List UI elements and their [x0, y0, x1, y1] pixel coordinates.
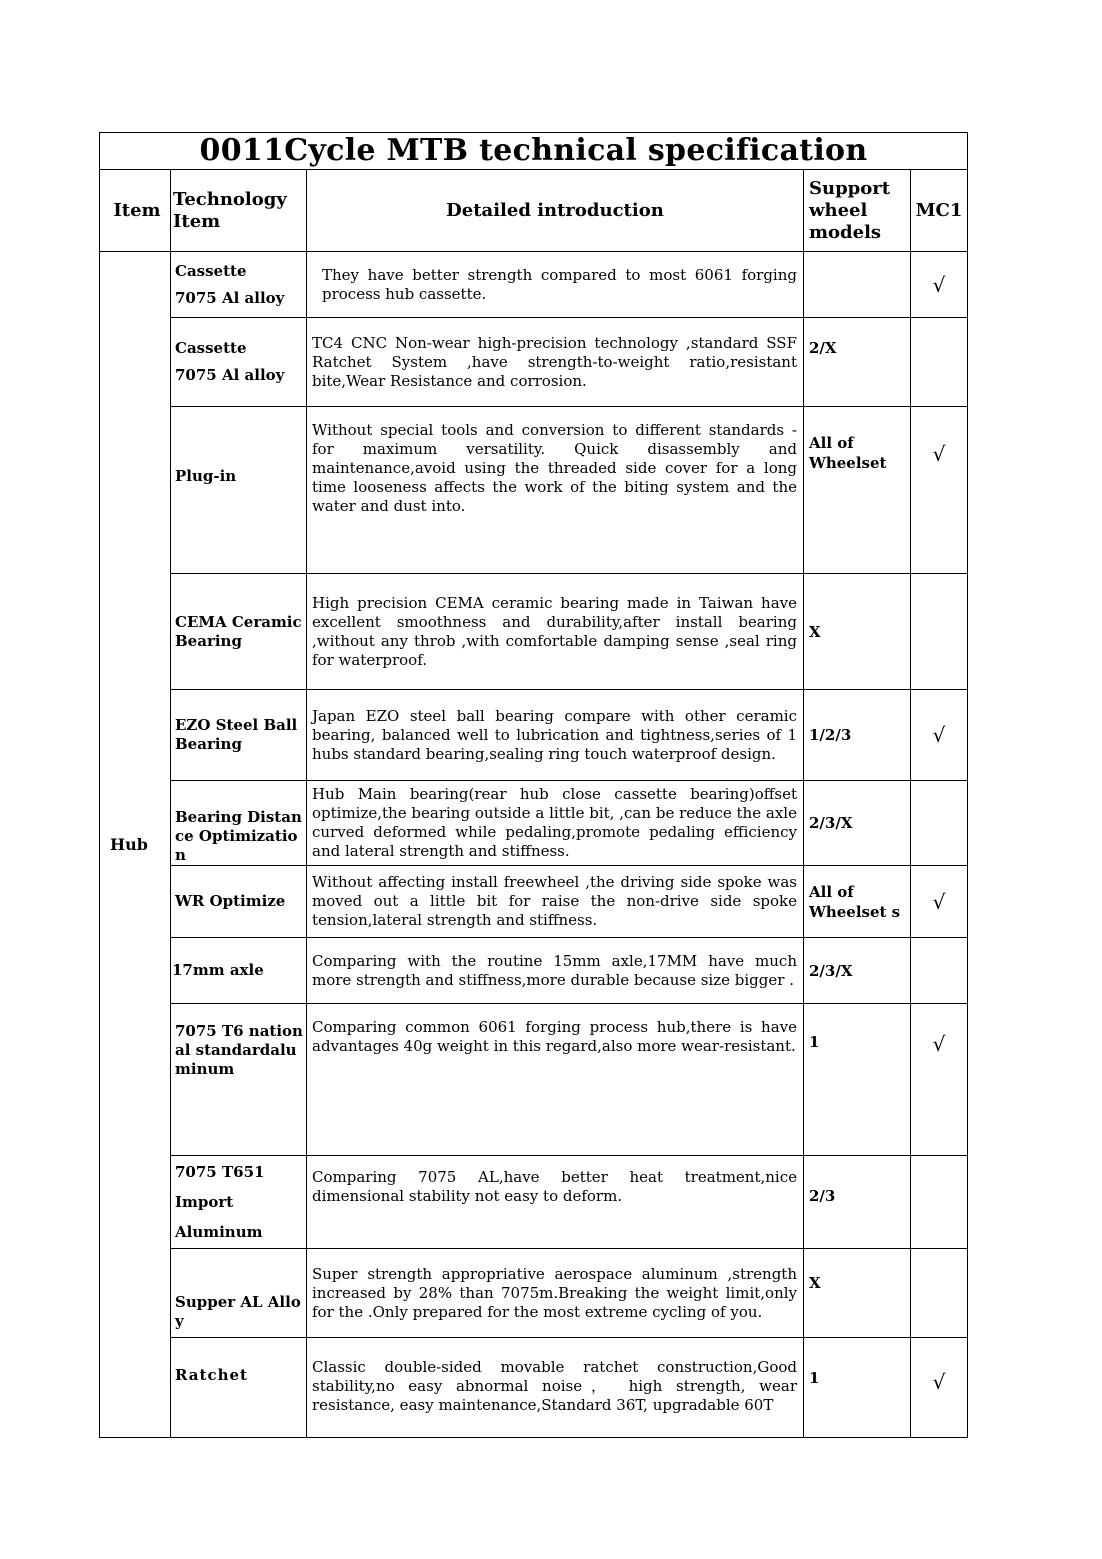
mc1-checkmark: √	[911, 866, 968, 938]
table-row	[100, 781, 968, 866]
detailed-introduction: Super strength appropriative aerospace aluminum ,strength increased by 28% than 7075m.Breaking the weight limit,only for the .Only prepared for the most extreme cycling of you.	[307, 1249, 804, 1338]
support-wheel-models: 2/3	[804, 1156, 911, 1249]
spec-table	[99, 132, 968, 1438]
detailed-introduction: Comparing 7075 AL,have better heat treatment,nice dimensional stability not easy to deform.	[307, 1156, 804, 1249]
mc1-checkmark	[911, 938, 968, 1004]
support-wheel-models: 2/3/X	[804, 938, 911, 1004]
spec-sheet	[99, 132, 967, 1438]
technology-item	[171, 318, 307, 407]
table-row	[100, 866, 968, 938]
support-wheel-models: X	[804, 1249, 911, 1338]
detailed-introduction: Hub Main bearing(rear hub close cassette bearing)offset optimize,the bearing outside a little bit, ,can be reduce the axle curved deformed while pedaling,promote pedaling efficiency and lateral strength and stiffness.	[307, 781, 804, 866]
support-wheel-models: 2/3/X	[804, 781, 911, 866]
page-title: 0011Cycle MTB technical specification	[100, 133, 968, 170]
detailed-introduction: Classic double-sided movable ratchet construction,Good stability,no easy abnormal noise， high strength, wear resistance, easy maintenance,Standard 36T, upgradable 60T	[307, 1338, 804, 1438]
mc1-checkmark: √	[911, 252, 968, 318]
table-row	[100, 1338, 968, 1438]
header-mc1: MC1	[911, 170, 968, 252]
mc1-checkmark: √	[911, 407, 968, 574]
technology-item-text: Cassette 7075 Al alloy	[175, 339, 285, 384]
header-detailed-introduction: Detailed introduction	[307, 170, 804, 252]
header-technology-item	[171, 170, 307, 252]
mc1-checkmark: √	[911, 1338, 968, 1438]
header-technology-item-label: Technology Item	[173, 188, 287, 232]
detailed-introduction: TC4 CNC Non-wear high-precision technology ,standard SSF Ratchet System ,have strength-to-weight ratio,resistant bite,Wear Resistance and corrosion.	[307, 318, 804, 407]
technology-item-text: 7075 T651 Import Aluminum	[175, 1163, 265, 1241]
table-row	[100, 1004, 968, 1156]
technology-item	[171, 252, 307, 318]
technology-item: Plug-in	[171, 407, 307, 574]
mc1-checkmark	[911, 1156, 968, 1249]
table-row	[100, 1156, 968, 1249]
technology-item: CEMA Ceramic Bearing	[171, 574, 307, 690]
mc1-checkmark	[911, 1249, 968, 1338]
support-wheel-models: All of Wheelset s	[804, 866, 911, 938]
detailed-introduction: Without affecting install freewheel ,the driving side spoke was moved out a little bit for raise the non-drive side spoke tension,lateral strength and stiffness.	[307, 866, 804, 938]
mc1-checkmark: √	[911, 690, 968, 781]
technology-item: 7075 T6 national standardaluminum	[171, 1004, 307, 1156]
mc1-checkmark	[911, 781, 968, 866]
detailed-introduction: Comparing common 6061 forging process hub,there is have advantages 40g weight in this regard,also more wear-resistant.	[307, 1004, 804, 1156]
table-row	[100, 938, 968, 1004]
table-row	[100, 690, 968, 781]
support-wheel-models: All of Wheelset	[804, 407, 911, 574]
technology-item-text: Cassette 7075 Al alloy	[175, 261, 285, 307]
mc1-checkmark	[911, 318, 968, 407]
detailed-introduction: Comparing with the routine 15mm axle,17MM have much more strength and stiffness,more durable because size bigger .	[307, 938, 804, 1004]
support-wheel-models: 1	[804, 1004, 911, 1156]
support-wheel-models: 2/X	[804, 318, 911, 407]
support-wheel-models: 1/2/3	[804, 690, 911, 781]
table-row	[100, 318, 968, 407]
table-row	[100, 252, 968, 318]
mc1-checkmark	[911, 574, 968, 690]
technology-item: Supper AL Alloy	[171, 1249, 307, 1338]
table-row	[100, 1249, 968, 1338]
detailed-introduction: Without special tools and conversion to different standards - for maximum versatility. Quick disassembly and maintenance,avoid using the threaded side cover for a long time looseness affects the work of the biting system and the water and dust into.	[307, 407, 804, 574]
detailed-introduction: They have better strength compared to most 6061 forging process hub cassette.	[307, 252, 804, 318]
mc1-checkmark: √	[911, 1004, 968, 1156]
technology-item: EZO Steel Ball Bearing	[171, 690, 307, 781]
technology-item: Ratchet	[171, 1338, 307, 1438]
technology-item: WR Optimize	[171, 866, 307, 938]
technology-item: Bearing Distance Optimization	[171, 781, 307, 866]
detailed-introduction: Japan EZO steel ball bearing compare with other ceramic bearing, balanced well to lubrication and tightness,series of 1 hubs standard bearing,sealing ring touch waterproof design.	[307, 690, 804, 781]
support-wheel-models: 1	[804, 1338, 911, 1438]
table-row	[100, 407, 968, 574]
table-row	[100, 574, 968, 690]
header-row	[100, 170, 968, 252]
title-row	[100, 133, 968, 170]
header-item: Item	[100, 170, 171, 252]
technology-item	[171, 1156, 307, 1249]
group-label-hub: Hub	[100, 252, 171, 1438]
support-wheel-models: X	[804, 574, 911, 690]
support-wheel-models	[804, 252, 911, 318]
header-support-wheel-models: Support wheel models	[804, 170, 911, 252]
technology-item: 17mm axle	[171, 938, 307, 1004]
detailed-introduction: High precision CEMA ceramic bearing made in Taiwan have excellent smoothness and durability,after install bearing ,without any throb ,with comfortable damping sense ,seal ring for waterproof.	[307, 574, 804, 690]
